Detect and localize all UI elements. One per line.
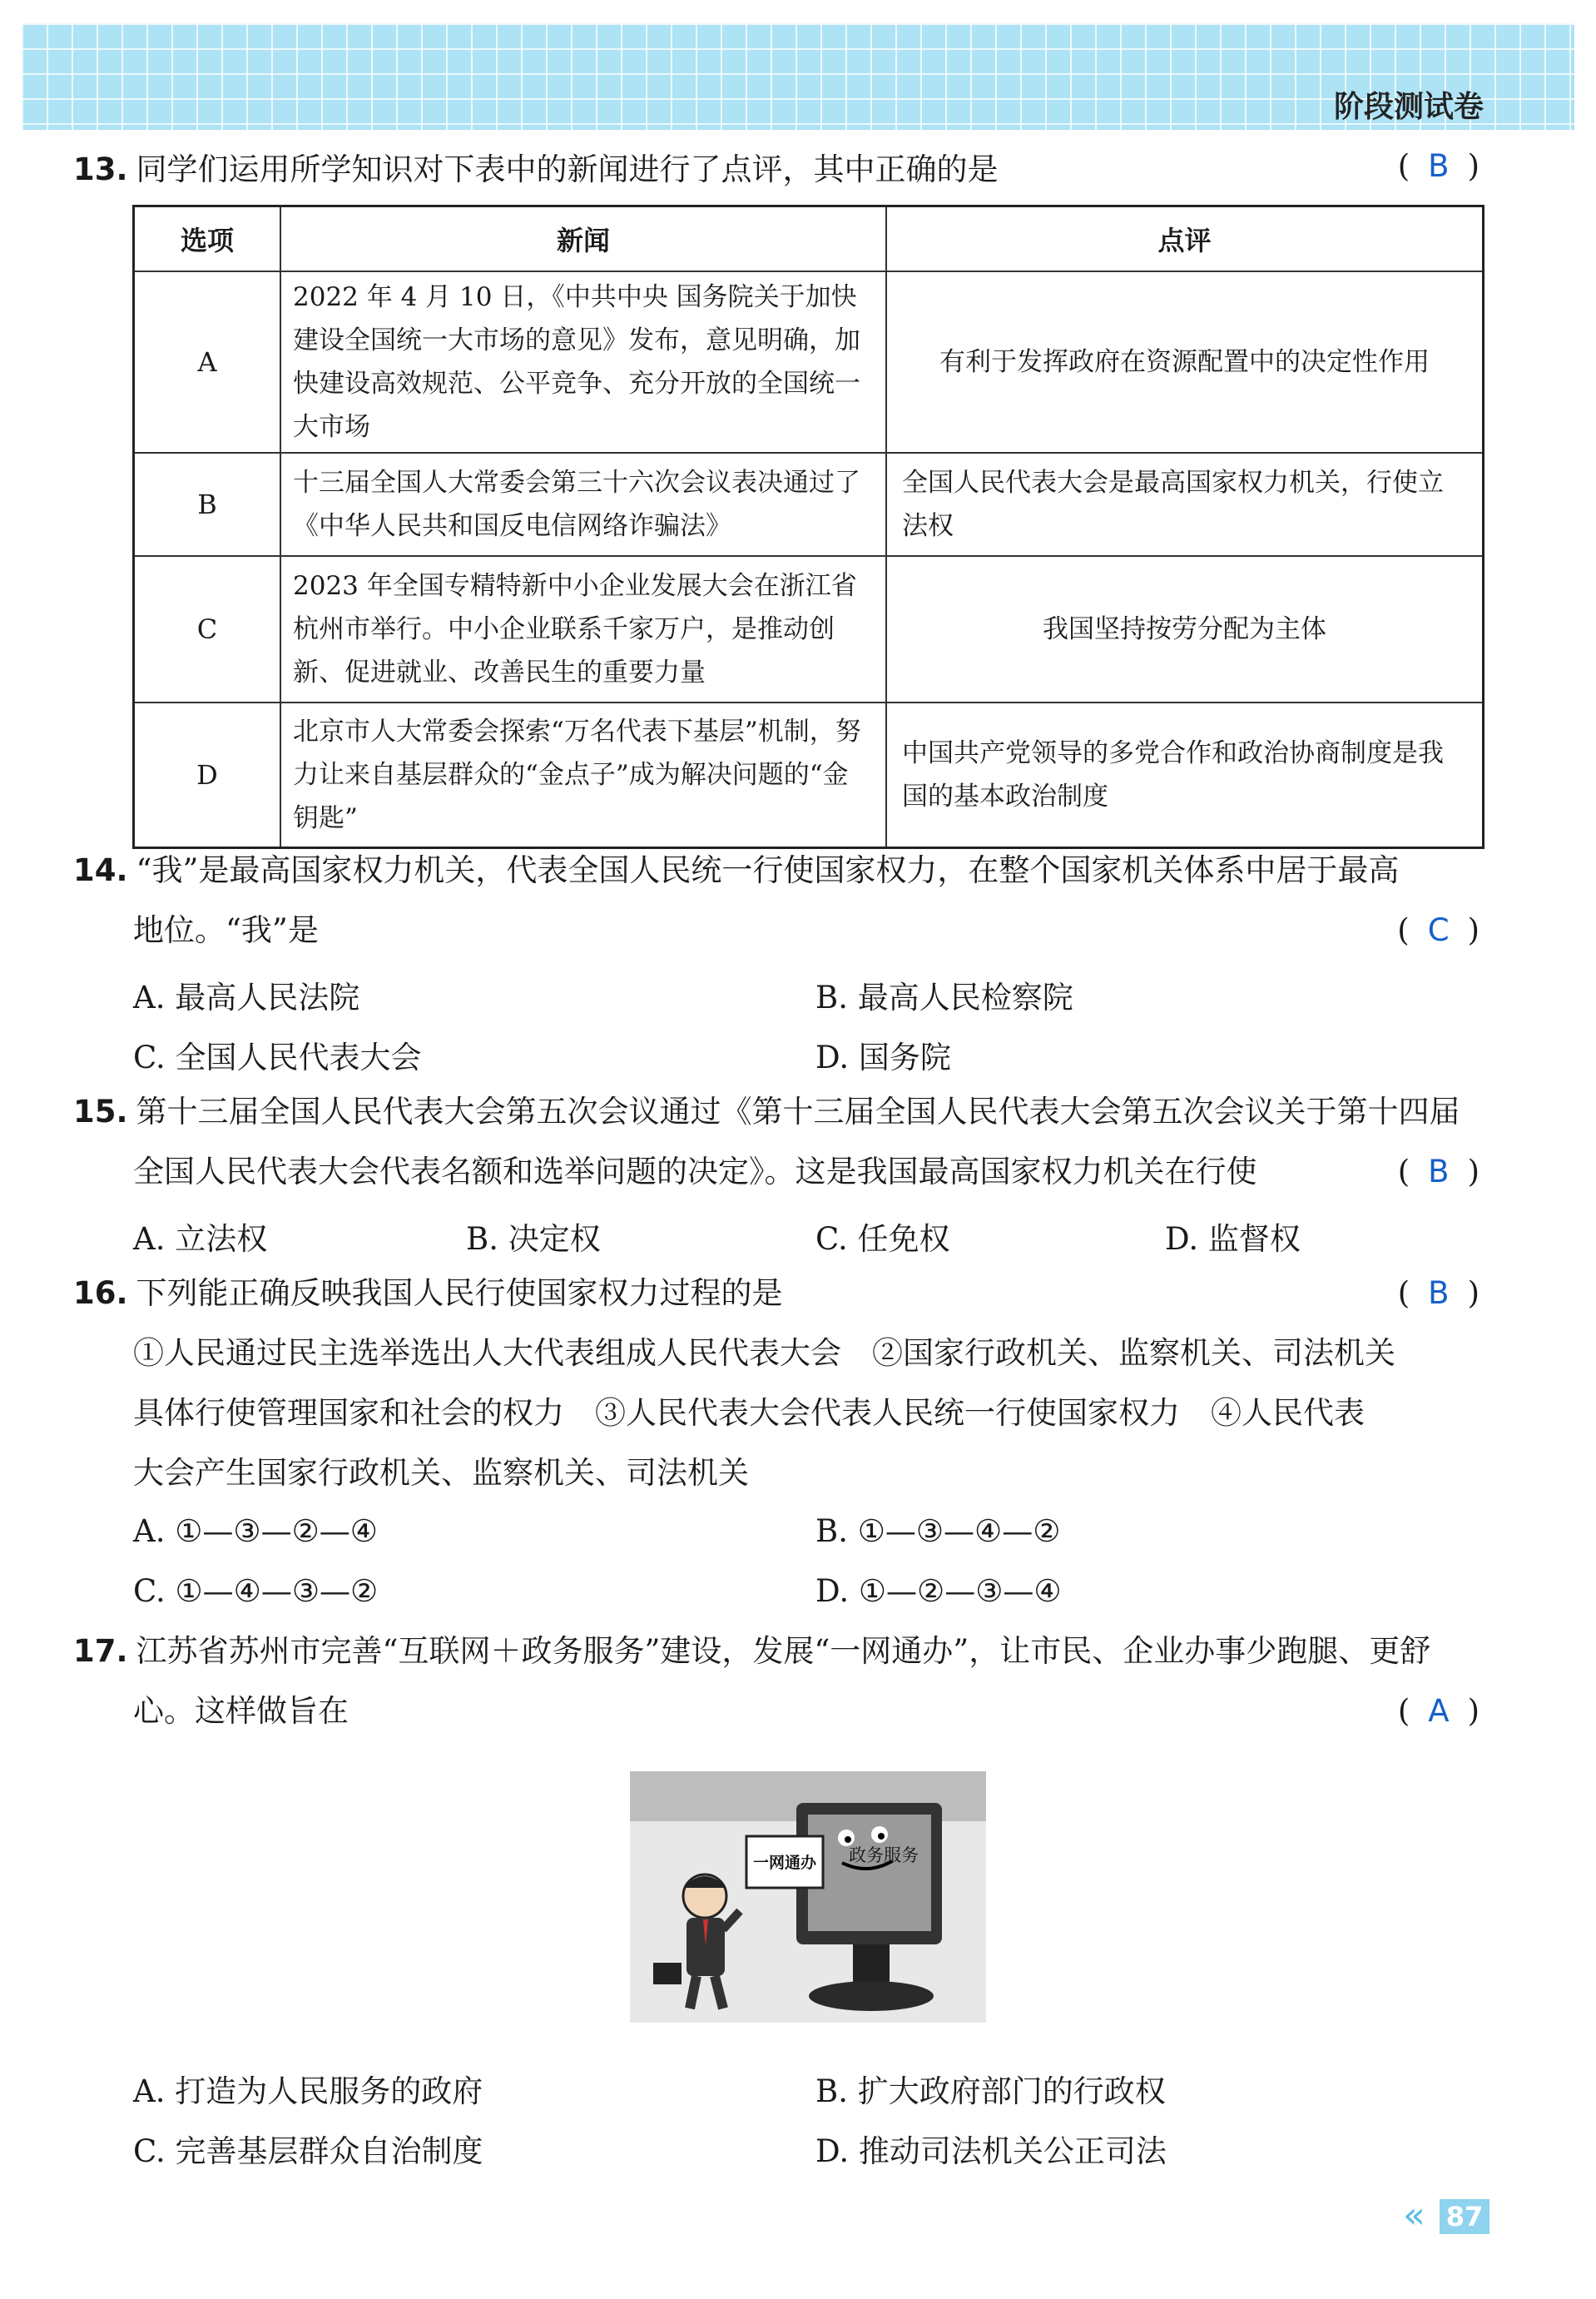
question-stem: 同学们运用所学知识对下表中的新闻进行了点评，其中正确的是 [136, 151, 999, 187]
answer-13: ( B ) [1397, 148, 1480, 184]
option-cell: A [134, 271, 281, 453]
table-row [134, 453, 1484, 556]
table-row [134, 703, 1484, 847]
header-title: 阶段测试卷 [1333, 90, 1484, 124]
question-number: 14. [73, 852, 128, 888]
option-b: B. 决定权 [466, 1221, 601, 1257]
double-chevron-left-icon: « [1403, 2194, 1425, 2237]
question-14 [73, 841, 1488, 901]
comment-cell: 我国坚持按劳分配为主体 [886, 556, 1484, 703]
option-a: A. ①—③—②—④ [133, 1513, 378, 1549]
question-15 [73, 1082, 1488, 1142]
question-17 [73, 1621, 1488, 1681]
news-cell: 北京市人大常委会探索“万名代表下基层”机制，努力让来自基层群众的“金点子”成为解决问题的“金钥匙” [280, 703, 886, 847]
option-c: C. 全国人民代表大会 [133, 1040, 422, 1075]
answer-letter: B [1428, 1154, 1450, 1189]
option-a: A. 最高人民法院 [133, 980, 360, 1015]
table-header-cell: 点评 [886, 206, 1484, 272]
option-d: D. 国务院 [815, 1040, 951, 1075]
news-cell: 2022 年 4 月 10 日，《中共中央 国务院关于加快建设全国统一大市场的意见》发布，意见明确，加快建设高效规范、公平竞争、充分开放的全国统一大市场 [280, 271, 886, 453]
cartoon-screen-text: 政务服务 [849, 1845, 919, 1865]
comment-cell: 全国人民代表大会是最高国家权力机关，行使立法权 [886, 453, 1484, 556]
table-row [134, 271, 1484, 453]
option-b: B. ①—③—④—② [815, 1513, 1061, 1549]
question-stem: 第十三届全国人民代表大会第五次会议通过《第十三届全国人民代表大会第五次会议关于第十四届 [136, 1094, 1460, 1130]
question-number: 15. [73, 1094, 128, 1130]
comment-cell: 中国共产党领导的多党合作和政治协商制度是我国的基本政治制度 [886, 703, 1484, 847]
option-d: D. 推动司法机关公正司法 [815, 2133, 1167, 2169]
option-cell: B [134, 453, 281, 556]
table-header-row [134, 206, 1484, 272]
option-d: D. ①—②—③—④ [815, 1573, 1062, 1609]
question-16 [73, 1264, 1488, 1323]
page-number: 87 [1440, 2199, 1489, 2234]
option-a: A. 立法权 [133, 1221, 268, 1257]
table-row [134, 556, 1484, 703]
option-a: A. 打造为人民服务的政府 [133, 2073, 483, 2109]
answer-letter: A [1428, 1693, 1450, 1729]
news-cell: 十三届全国人大常委会第三十六次会议表决通过了《中华人民共和国反电信网络诈骗法》 [280, 453, 886, 556]
answer-letter: B [1428, 148, 1450, 184]
cartoon-sign-text: 一网通办 [752, 1854, 817, 1872]
option-d: D. 监督权 [1165, 1221, 1301, 1257]
option-c: C. 任免权 [815, 1221, 950, 1257]
question-number: 13. [73, 151, 128, 187]
cartoon-illustration [630, 1771, 986, 2023]
question-stem: 下列能正确反映我国人民行使国家权力过程的是 [136, 1275, 783, 1311]
question-statement-line: 具体行使管理国家和社会的权力 ③人民代表大会代表人民统一行使国家权力 ④人民代表 [133, 1395, 1365, 1431]
question-13 [73, 140, 1488, 200]
table-header-cell: 选项 [134, 206, 281, 272]
cartoon-drawing [630, 1771, 986, 2023]
question-number: 17. [73, 1633, 128, 1669]
answer-letter: B [1428, 1275, 1450, 1311]
answer-16: ( B ) [1397, 1275, 1480, 1311]
question-statement-line: ①人民通过民主选举选出人大代表组成人民代表大会 ②国家行政机关、监察机关、司法机关 [133, 1335, 1395, 1371]
news-cell: 2023 年全国专精特新中小企业发展大会在浙江省杭州市举行。中小企业联系千家万户，是推动创新、促进就业、改善民生的重要力量 [280, 556, 886, 703]
news-table [132, 205, 1484, 849]
comment-cell: 有利于发挥政府在资源配置中的决定性作用 [886, 271, 1484, 453]
question-stem: “我”是最高国家权力机关，代表全国人民统一行使国家权力，在整个国家机关体系中居于最高 [136, 852, 1400, 888]
option-c: C. ①—④—③—② [133, 1573, 379, 1609]
option-b: B. 扩大政府部门的行政权 [815, 2073, 1166, 2109]
question-stem-line: 地位。“我”是 [133, 912, 319, 948]
question-stem-line: 全国人民代表大会代表名额和选举问题的决定》。这是我国最高国家权力机关在行使 [133, 1154, 1257, 1189]
question-statement-line: 大会产生国家行政机关、监察机关、司法机关 [133, 1455, 749, 1491]
answer-17: ( A ) [1397, 1693, 1480, 1729]
answer-15: ( B ) [1397, 1154, 1480, 1189]
option-b: B. 最高人民检察院 [815, 980, 1073, 1015]
question-stem-line: 心。这样做旨在 [133, 1693, 349, 1729]
option-cell: D [134, 703, 281, 847]
answer-letter: C [1427, 912, 1450, 948]
answer-14: ( C ) [1397, 912, 1480, 948]
option-c: C. 完善基层群众自治制度 [133, 2133, 483, 2169]
table-header-cell: 新闻 [280, 206, 886, 272]
question-number: 16. [73, 1275, 128, 1311]
option-cell: C [134, 556, 281, 703]
question-stem: 江苏省苏州市完善“互联网＋政务服务”建设，发展“一网通办”，让市民、企业办事少跑腿、更舒 [136, 1633, 1431, 1669]
